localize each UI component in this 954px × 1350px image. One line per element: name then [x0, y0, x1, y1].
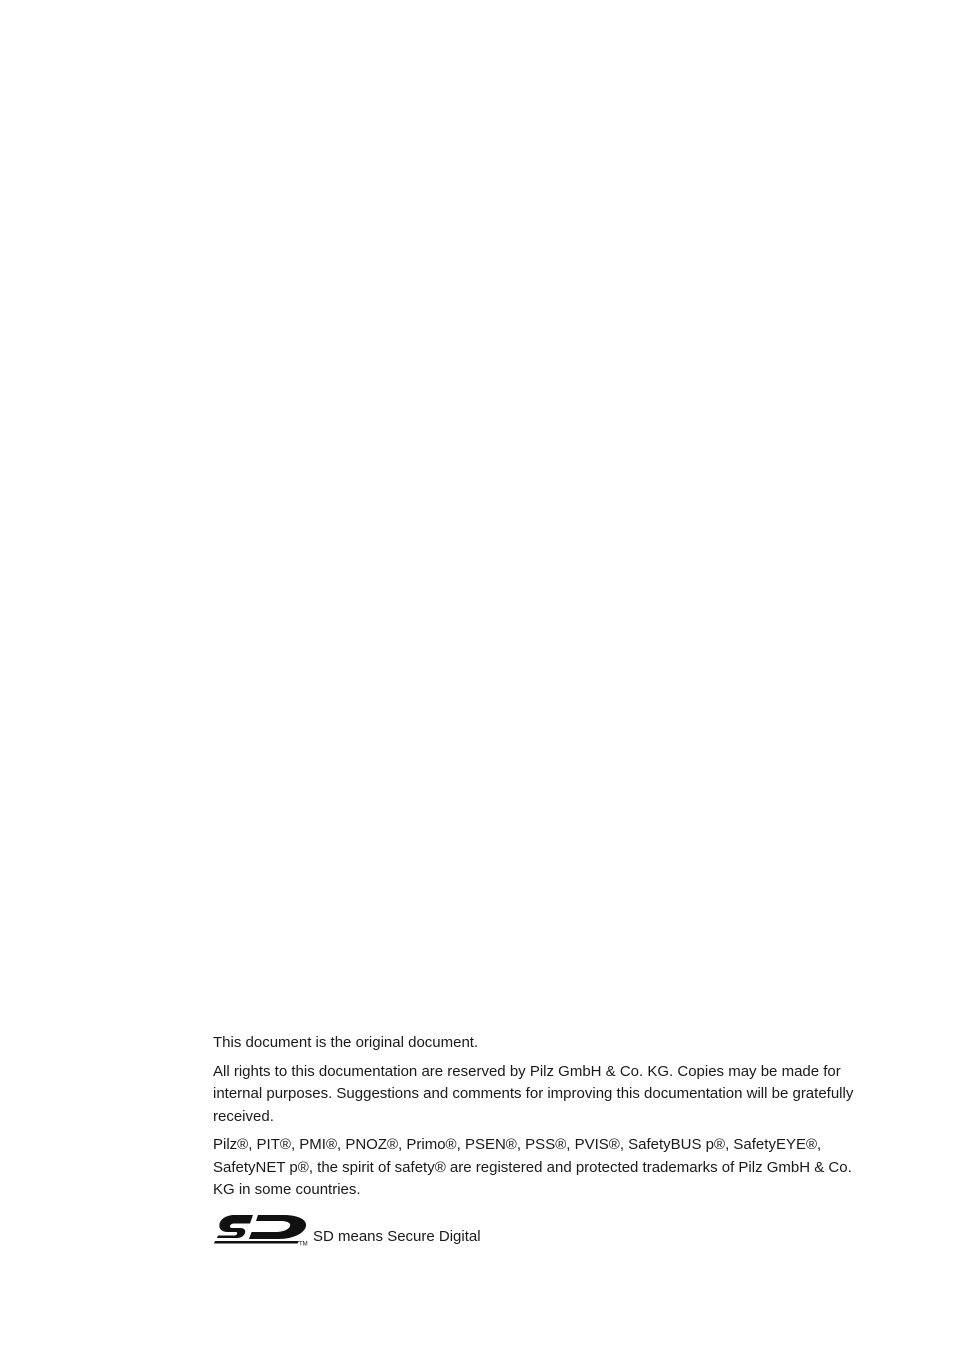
trademarks-paragraph: Pilz®, PIT®, PMI®, PNOZ®, Primo®, PSEN®, PSS®, PVIS®, SafetyBUS p®, SafetyEYE®, SafetyNET p®, the spirit of safety® are registered and protected trademarks of Pilz GmbH & Co. KG in some countries. — [213, 1136, 852, 1198]
sd-logo-row — [213, 1210, 873, 1246]
sd-logo-caption: SD means Secure Digital — [313, 1227, 481, 1245]
rights-paragraph: All rights to this documentation are reserved by Pilz GmbH & Co. KG. Copies may be made for internal purposes. Suggestions and comments for improving this documentation will be gratefully received. — [213, 1062, 854, 1125]
original-document-note: This document is the original document. — [213, 1034, 479, 1051]
svg-text:TM: TM — [299, 1241, 308, 1246]
sd-logo-icon — [213, 1210, 311, 1246]
legal-notice-block — [213, 1032, 873, 1246]
